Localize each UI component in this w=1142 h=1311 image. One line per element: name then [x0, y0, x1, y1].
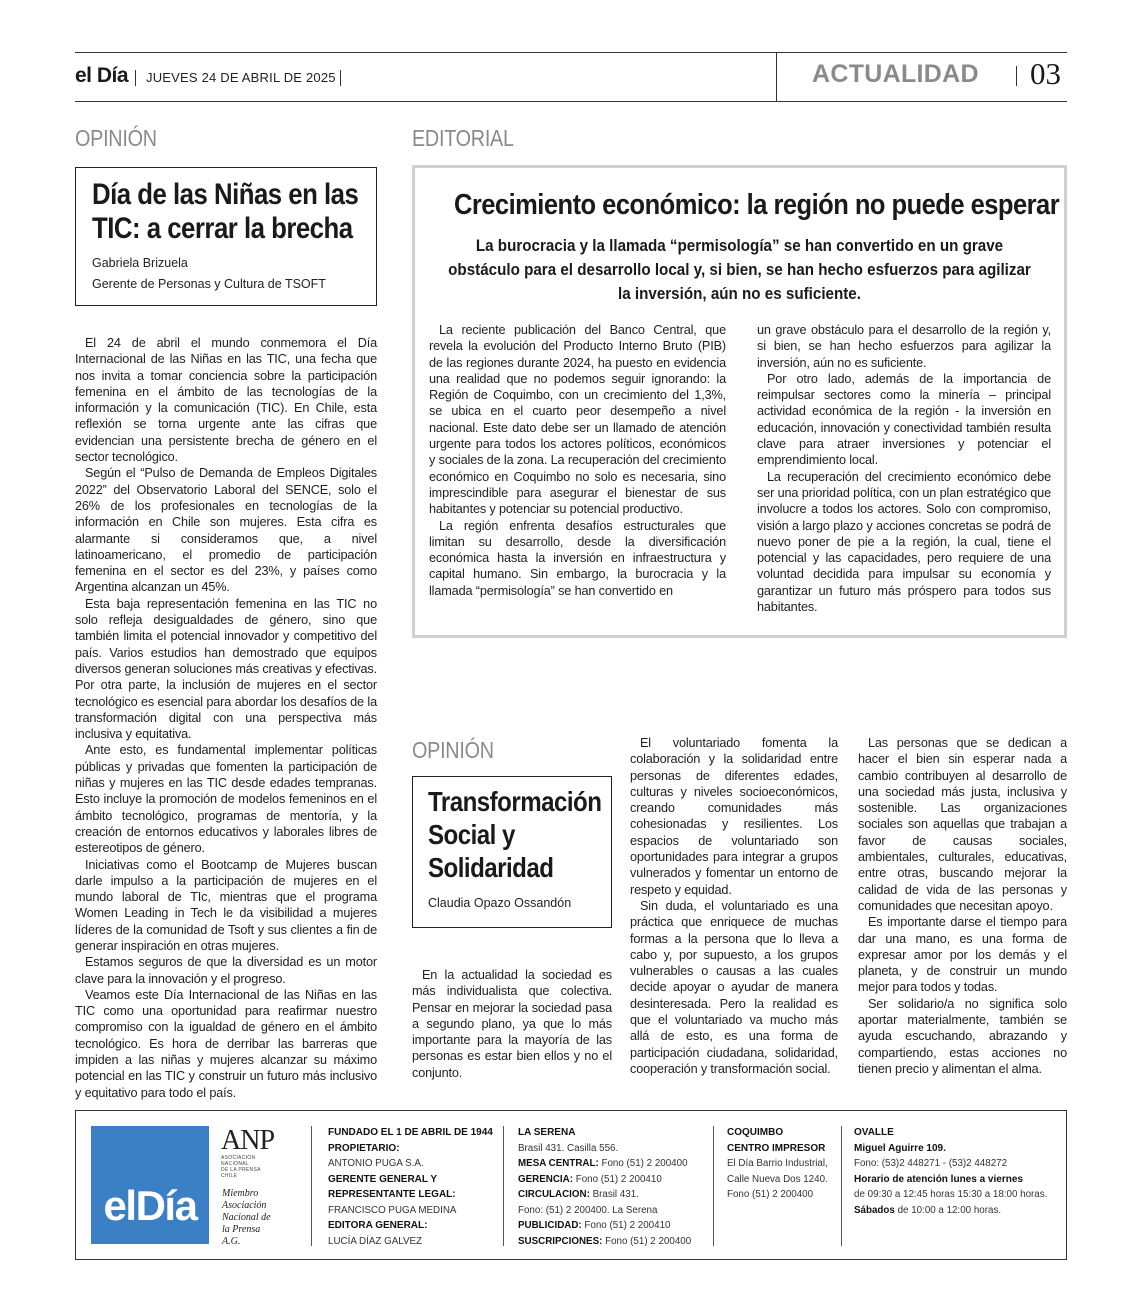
paragraph: El 24 de abril el mundo conmemora el Día Internacional de las Niñas en las TIC, una fecha que nos invita a tomar conciencia sobre la participación femenina en el ámbito de las tecnologías de la información y la comunicación (TIC). En Chile, esta reflexión se torna urgente ante las cifras que evidencian una persistente brecha de género en el sector tecnológico. [75, 336, 377, 465]
owner-label: PROPIETARIO: [328, 1142, 400, 1154]
coquimbo-line: Fono (51) 2 200400 [727, 1189, 814, 1200]
coquimbo-title: COQUIMBO [727, 1127, 784, 1138]
anp-subtext-line: CHILE [221, 1173, 238, 1179]
opinion2-column-1 [412, 967, 612, 1081]
header-date: JUEVES 24 DE ABRIL DE 2025 [146, 70, 336, 85]
member-note-line: Miembro [222, 1188, 259, 1199]
anp-subtext-line: ASOCIACIÓN [221, 1155, 256, 1161]
opinion-title-line: Solidaridad [428, 852, 554, 883]
suscripciones-label: SUSCRIPCIONES: [518, 1235, 603, 1247]
paragraph: Según el “Pulso de Demanda de Empleos Digitales 2022” del Observatorio Laboral del SENCE, solo el 26% de los profesionales en tecnologías de la información en Chile son mujeres. Esta cifra es alarmante si consideramos que, a nivel latinoamericano, el promedio de participación femenina en el sector es del 23%, y países como Argentina alcanzan un 45%. [75, 466, 377, 595]
suscripciones-value: Fono (51) 2 200400 [605, 1235, 692, 1247]
manager-label: REPRESENTANTE LEGAL: [328, 1189, 456, 1200]
footer-coquimbo [727, 1125, 837, 1203]
mesa-value: Fono (51) 2 200400 [601, 1158, 688, 1169]
opinion-title [92, 178, 358, 246]
paragraph: La región enfrenta desafíos estructurales que limitan su desarrollo, desde la diversificación económica hasta la inversión en infraestructura y capital humano. Sin embargo, la burocracia y la llamada “permisología” se han convertido en [429, 518, 726, 598]
opinion-title-box [75, 167, 377, 306]
ovalle-address: Miguel Aguirre 109. [854, 1142, 946, 1154]
paragraph: Veamos este Día Internacional de las Niñas en las TIC como una oportunidad para reafirmar nuestro compromiso con la igualdad de género en el ámbito tecnológico. Es hora de derribar las barreras que impiden a las niñas y mujeres alcanzar su máximo potencial en las TIC y construir un futuro más inclusivo y equitativo para todo el país. [75, 987, 377, 1100]
ovalle-saturday-hours: de 10:00 a 12:00 horas. [897, 1204, 1002, 1216]
gerencia-value: Fono (51) 2 200410 [575, 1173, 662, 1185]
opinion-title-box [412, 776, 612, 928]
editorial-column-2 [757, 322, 1051, 615]
editorial-lead-line: La burocracia y la llamada “permisología” se han convertido en un grave [475, 237, 1004, 255]
author-role: Gerente de Personas y Cultura de TSOFT [92, 277, 326, 291]
manager-label: GERENTE GENERAL Y [328, 1173, 438, 1185]
paragraph: En la actualidad la sociedad es más individualista que colectiva. Pensar en mejorar la sociedad pasa a segundo plano, ya que lo más importante para la mayoría de las personas es estar bien ellos y no el conjunto. [412, 968, 612, 1080]
editor-label: EDITORA GENERAL: [328, 1220, 428, 1231]
paragraph: La recuperación del crecimiento económico debe ser una prioridad política, con un plan estratégico que involucre a todos los actores. Solo con compromiso, visión a largo plazo y acciones concretas se podrá de nuevo poner de pie a la región, la cual, tiene el potencial y las capacidades, pero requiere de una voluntad decidida para impulsar su economía y garantizar un futuro más próspero para todos sus habitantes. [757, 469, 1051, 615]
member-note-line: A.G. [222, 1236, 241, 1247]
mesa-label: MESA CENTRAL: [518, 1158, 599, 1169]
paragraph: Sin duda, el voluntariado es una práctica que enriquece de muchas formas a la persona que lo lleva a cabo y, por supuesto, a los grupos vulnerables o causas a las cuales decide apoyar o ayudar de manera desinteresada. Pero la realidad es que el voluntariado va mucho más allá de esto, es una forma de participación ciudadana, solidaridad, cooperación y transformación social. [630, 898, 838, 1076]
editorial-lead-line: obstáculo para el desarrollo local y, si bien, se han hecho esfuerzos para agilizar [448, 261, 1031, 279]
paragraph: El voluntariado fomenta la colaboración y la solidaridad entre personas de diferentes edades, culturas y niveles socioeconómicos, creando comunidades más cohesionadas y resilientes. Los espacios de voluntariado son oportunidades para integrar a grupos vulnerados y fomentar un entorno de respeto y equidad. [630, 736, 838, 897]
page-number: 03 [1030, 56, 1061, 91]
editorial-lead-line: la inversión, aún no es suficiente. [618, 285, 861, 303]
footer-ovalle [854, 1125, 1059, 1218]
header-separator [135, 70, 136, 86]
opinion-title-line: Social y [428, 819, 515, 850]
opinion-kicker: OPINIÓN [75, 125, 157, 151]
header-separator [340, 70, 341, 86]
opinion-title-line: Día de las Niñas en las [92, 178, 359, 211]
author-name: Gabriela Brizuela [92, 256, 188, 270]
ovalle-phone: Fono: (53)2 448271 - (53)2 448272 [854, 1158, 1008, 1169]
footer-divider [841, 1126, 842, 1246]
editorial-title: Crecimiento económico: la región no puede esperar [453, 189, 1060, 221]
footer-logo: elDía [91, 1126, 209, 1244]
ovalle-title: OVALLE [854, 1127, 894, 1138]
footer-la-serena [518, 1125, 708, 1249]
header-separator [1016, 66, 1017, 86]
anp-subtext [221, 1155, 291, 1179]
editorial-box [412, 165, 1067, 638]
paragraph: un grave obstáculo para el desarrollo de la región y, si bien, se han hecho esfuerzos para agilizar la inversión, aún no es suficiente. [757, 323, 1051, 370]
opinion2-column-2 [630, 735, 838, 1077]
header-section-divider [776, 52, 777, 101]
founded-line: FUNDADO EL 1 DE ABRIL DE 1944 [328, 1127, 493, 1138]
gerencia-label: GERENCIA: [518, 1173, 573, 1185]
paragraph: Estamos seguros de que la diversidad es un motor clave para la innovación y el progreso. [75, 955, 377, 986]
circulacion-label: CIRCULACION: [518, 1189, 590, 1200]
publicidad-value: Fono (51) 2 200410 [584, 1220, 671, 1231]
anp-mark: ANP [221, 1125, 275, 1156]
editor-value: LUCÍA DÍAZ GALVEZ [328, 1235, 423, 1247]
footer-divider [713, 1126, 714, 1246]
header-section-name: ACTUALIDAD [812, 60, 979, 88]
la-serena-title: LA SERENA [518, 1127, 576, 1138]
member-note-line: Asociación [222, 1200, 267, 1211]
paragraph: Esta baja representación femenina en las TIC no solo refleja desigualdades de género, sino que también limita el potencial innovador y competitivo del país. Varios estudios han demostrado que equipos diversos generan soluciones más creativas y efectivas. Por otra parte, la inclusión de mujeres en el sector tecnológico es esencial para abordar los desafíos de la transformación digital con una perspectiva más inclusiva y equitativa. [75, 596, 377, 742]
publicidad-label: PUBLICIDAD: [518, 1220, 582, 1231]
opinion-title-line: TIC: a cerrar la brecha [92, 212, 353, 245]
editorial-column-1 [429, 322, 726, 599]
opinion-byline [92, 253, 326, 295]
header-top-rule [75, 52, 1067, 53]
footer-masthead [75, 1110, 1067, 1260]
header-logo: el Día [75, 64, 129, 87]
paragraph: Ser solidario/a no significa solo aportar materialmente, también se ayuda escuchando, abrazando y compartiendo, estas acciones no tienen precio y alimentan el alma. [858, 996, 1067, 1076]
opinion-title [428, 785, 601, 884]
member-note-line: Nacional de [222, 1212, 271, 1223]
coquimbo-line: Calle Nueva Dos 1240. [727, 1173, 828, 1185]
author-name: Claudia Opazo Ossandón [428, 896, 572, 910]
circulacion-value: Brasil 431. [592, 1189, 639, 1200]
footer-divider [311, 1126, 312, 1246]
opinion2-column-3 [858, 735, 1067, 1077]
opinion-title-line: Transformación [428, 786, 602, 817]
owner-value: ANTONIO PUGA S.A. [328, 1158, 424, 1169]
editorial-lead [441, 234, 1038, 306]
ovalle-saturday-label: Sábados [854, 1204, 895, 1216]
member-note-line: la Prensa [222, 1224, 261, 1235]
anp-subtext-line: DE LA PRENSA [221, 1167, 261, 1173]
footer-divider [503, 1126, 504, 1246]
ovalle-hours-title: Horario de atención lunes a viernes [854, 1173, 1023, 1185]
manager-value: FRANCISCO PUGA MEDINA [328, 1204, 457, 1216]
editorial-kicker: EDITORIAL [412, 125, 514, 151]
footer-credits [328, 1125, 498, 1249]
anp-logo [221, 1125, 291, 1179]
member-note [222, 1188, 271, 1248]
opinion-article-body [75, 335, 377, 1101]
paragraph: Por otro lado, además de la importancia de reimpulsar sectores como la minería – principal actividad económica de la región - la inversión en educación, innovación y conectividad también resulta clave para atraer inversiones y potenciar el emprendimiento local. [757, 371, 1051, 468]
paragraph: Las personas que se dedican a hacer el bien sin esperar nada a cambio contribuyen al desarrollo de una sociedad más justa, inclusiva y sostenible. Las organizaciones sociales son aquellas que trabajan a favor de causas sociales, ambientales, culturales, educativas, entre otras, buscando mejorar la calidad de vida de las personas y comunidades que necesitan apoyo. [858, 736, 1067, 913]
ovalle-hours: de 09:30 a 12:45 horas 15:30 a 18:00 horas. [854, 1189, 1048, 1200]
paragraph: Iniciativas como el Bootcamp de Mujeres buscan darle impulso a la participación de mujeres en el mundo laboral de TIc, mientras que el programa Women Leading in Tech le da visibilidad a mujeres líderes de la comunidad de Tsoft y sus clientes a fin de generar inspiración en otras mujeres. [75, 857, 377, 953]
circulacion-phone: Fono: (51) 2 200400. La Serena [518, 1204, 658, 1216]
paragraph: La reciente publicación del Banco Central, que revela la evolución del Producto Interno Bruto (PIB) de las regiones durante 2024, ha puesto en evidencia una realidad que no podemos seguir ignorando: la Región de Coquimbo, con un crecimiento del 1,3%, se ubica en el cuarto peor desempeño a nivel nacional. Este dato debe ser un llamado de atención urgente para todos los actores políticos, económicos y sociales de la zona. La recuperación del crecimiento económico en Coquimbo no solo es necesaria, sino imprescindible para asegurar el bienestar de sus habitantes y potenciar su potencial productivo. [429, 323, 726, 517]
la-serena-address: Brasil 431. Casilla 556. [518, 1142, 619, 1154]
header-bottom-rule [75, 101, 1067, 102]
paragraph: Ante esto, es fundamental implementar políticas públicas y privadas que fomenten la participación de niñas y mujeres en las TIC desde edades tempranas. Esto incluye la promoción de modelos femeninos en el ámbito tecnológico, programas de mentoría, y la creación de entornos educativos y laborales libres de estereotipos de género. [75, 743, 377, 856]
paragraph: Es importante darse el tiempo para dar una mano, es una forma de expresar amor por los demás y el planeta, y de construir un mundo mejor para todos y todas. [858, 915, 1067, 995]
opinion-kicker: OPINIÓN [412, 737, 494, 763]
coquimbo-subtitle: CENTRO IMPRESOR [727, 1142, 826, 1154]
coquimbo-line: El Día Barrio Industrial, [727, 1158, 828, 1169]
anp-subtext-line: NACIONAL [221, 1161, 249, 1167]
